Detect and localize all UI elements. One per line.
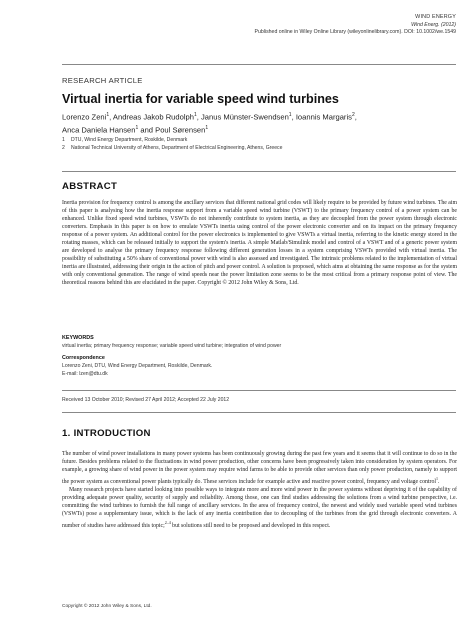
author-name: Lorenzo Zeni — [62, 112, 107, 122]
paragraph — [62, 487, 457, 531]
abstract-divider — [62, 171, 456, 172]
affiliation-list — [62, 137, 462, 152]
article-title: Virtual inertia for variable speed wind turbines — [62, 92, 339, 106]
affiliation-text: DTU, Wind Energy Department, Roskilde, Denmark — [71, 137, 188, 143]
author-affil-marker: 1 — [135, 124, 139, 131]
author-affil-marker: 1 — [288, 112, 292, 118]
affiliation-number: 2 — [62, 144, 65, 151]
received-dates: Received 13 October 2010; Revised 27 April 2012; Accepted 22 July 2012 — [62, 397, 230, 403]
author-affil-marker: 1 — [106, 112, 110, 118]
author-name: Andreas Jakob Rudolph — [112, 112, 194, 122]
paragraph-text: The number of wind power installations in many power systems has been continuously growing during the past few years and it seems that it will continue to do so in the future. Besides problems related to the fluctuations in wind power production, other concerns have been progressively taken into consideration by system operators. For example, a growing share of wind power in the power system may require wind farms to be able to provide other services than only power production, namely to support the power system as conventional power plants typically do. These services include for example active and reactive power control, frequency and voltage control — [62, 451, 457, 485]
article-type: RESEARCH ARTICLE — [62, 76, 143, 85]
author-list: Lorenzo Zeni$^1$, Andreas Jakob Rudolph$^1$, Janus Münster-Swendsen$^1$, Ioannis Margaris$^2$, Anca Daniela Hansen$^1$ and Poul Sørensen$^1$ — [62, 112, 357, 135]
author-affil-marker: 1 — [193, 112, 197, 118]
citation-ref: 2–4 — [164, 519, 171, 525]
affiliation — [62, 145, 462, 153]
abstract-heading: ABSTRACT — [62, 181, 118, 192]
keywords-text: virtual inertia; primary frequency response; variable speed wind turbine; integration of wind power — [62, 343, 282, 349]
journal-header — [255, 14, 456, 37]
author-affil-marker: 2 — [351, 112, 355, 118]
correspondence-text — [62, 363, 457, 379]
journal-name: WIND ENERGY — [415, 14, 456, 20]
affiliation-number: 1 — [62, 137, 65, 143]
author-name: Ioannis Margaris — [295, 112, 352, 122]
paragraph-end: . — [437, 478, 440, 485]
correspondence-email: E-mail: lzen@dtu.dk — [62, 370, 108, 377]
keywords-label: KEYWORDS — [62, 335, 94, 341]
abstract-body: Inertia provision for frequency control is among the ancillary services that different national grid codes will likely require to be provided by future wind turbines. The aim of this paper is analysing how the inertia response support from a variable speed wind turbine (VSWT) to the primary frequency control of a power system can be enhanced. Unlike fixed speed wind turbines, VSWTs do not inherently contribute to system inertia, as they are decoupled from the power system through electronic converters. Emphasis in this paper is on how to emulate VSWTs inertia using control of the power electronic converter and on its impact on the primary frequency response of a power system. An additional control for the power electronics is implemented to give VSWTs a virtual inertia, referring to the kinetic energy stored in the rotating masses, which can be released initially to support the system's inertia. A simple Matlab/Simulink model and control of a VSWT and of a generic power system are developed to analyse the primary frequency response following different generation losses in a system comprising VSWTs provided with virtual inertia. The possibility of substituting a 50% share of conventional power with wind is also assessed and investigated. The intrinsic problems related to the implementation of virtual inertia are illustrated, addressing their origin in the action of pitch and power control. A solution is proposed, which aims at obtaining the same response as for the system with only conventional generation. The range of wind speeds near the power limitation zone seems to be the most critical from a primary response point of view. The theoretical reasons behind this are elucidated in the paper. Copyright © 2012 John Wiley & Sons, Ltd. — [62, 200, 457, 286]
header-divider — [62, 64, 456, 65]
introduction-heading: 1. INTRODUCTION — [62, 428, 151, 439]
citation-ref: 1 — [435, 475, 438, 481]
author-name: Poul Sørensen — [155, 125, 206, 135]
publication-info: Published online in Wiley Online Library (wileyonlinelibrary.com). DOI: 10.1002/we.1549 — [254, 29, 456, 36]
received-divider — [62, 390, 456, 391]
author-affil-marker: 1 — [205, 124, 209, 131]
paragraph-text: Many research projects have started looking into possible ways to integrate more and more wind power in the power systems without depriving it of the capability of providing adequate power quality, security of supply and reliability. Among those, one can find studies addressing the solutions from a wind turbine perspective, i.e. committing the wind turbines to furnish the full range of ancillary services. In the area of frequency control, the newest and widely used variable speed wind turbines (VSWTs) pose a supplementary issue, which is the lack of any inertia contribution due to decoupling of the turbines from the grid through electronic converters. A number of studies have addressed this topic; — [62, 486, 457, 529]
journal-citation: Wind Energ. (2012) — [411, 21, 456, 28]
copyright-footer: Copyright © 2012 John Wiley & Sons, Ltd. — [62, 604, 152, 609]
paragraph — [62, 451, 457, 487]
correspondence-label: Correspondence — [62, 355, 105, 361]
author-name: Anca Daniela Hansen — [62, 125, 136, 135]
intro-divider — [62, 412, 456, 413]
introduction-body — [62, 451, 457, 530]
author-name: Janus Münster-Swendsen — [201, 112, 289, 122]
affiliation-text: National Technical University of Athens, Department of Electrical Engineering, Athens, Greece — [71, 144, 283, 151]
correspondence-address: Lorenzo Zeni, DTU, Wind Energy Department, Roskilde, Denmark. — [62, 363, 213, 369]
paragraph-end: but solutions still need to be proposed and developed in this respect. — [170, 522, 331, 529]
affiliation — [62, 137, 462, 145]
